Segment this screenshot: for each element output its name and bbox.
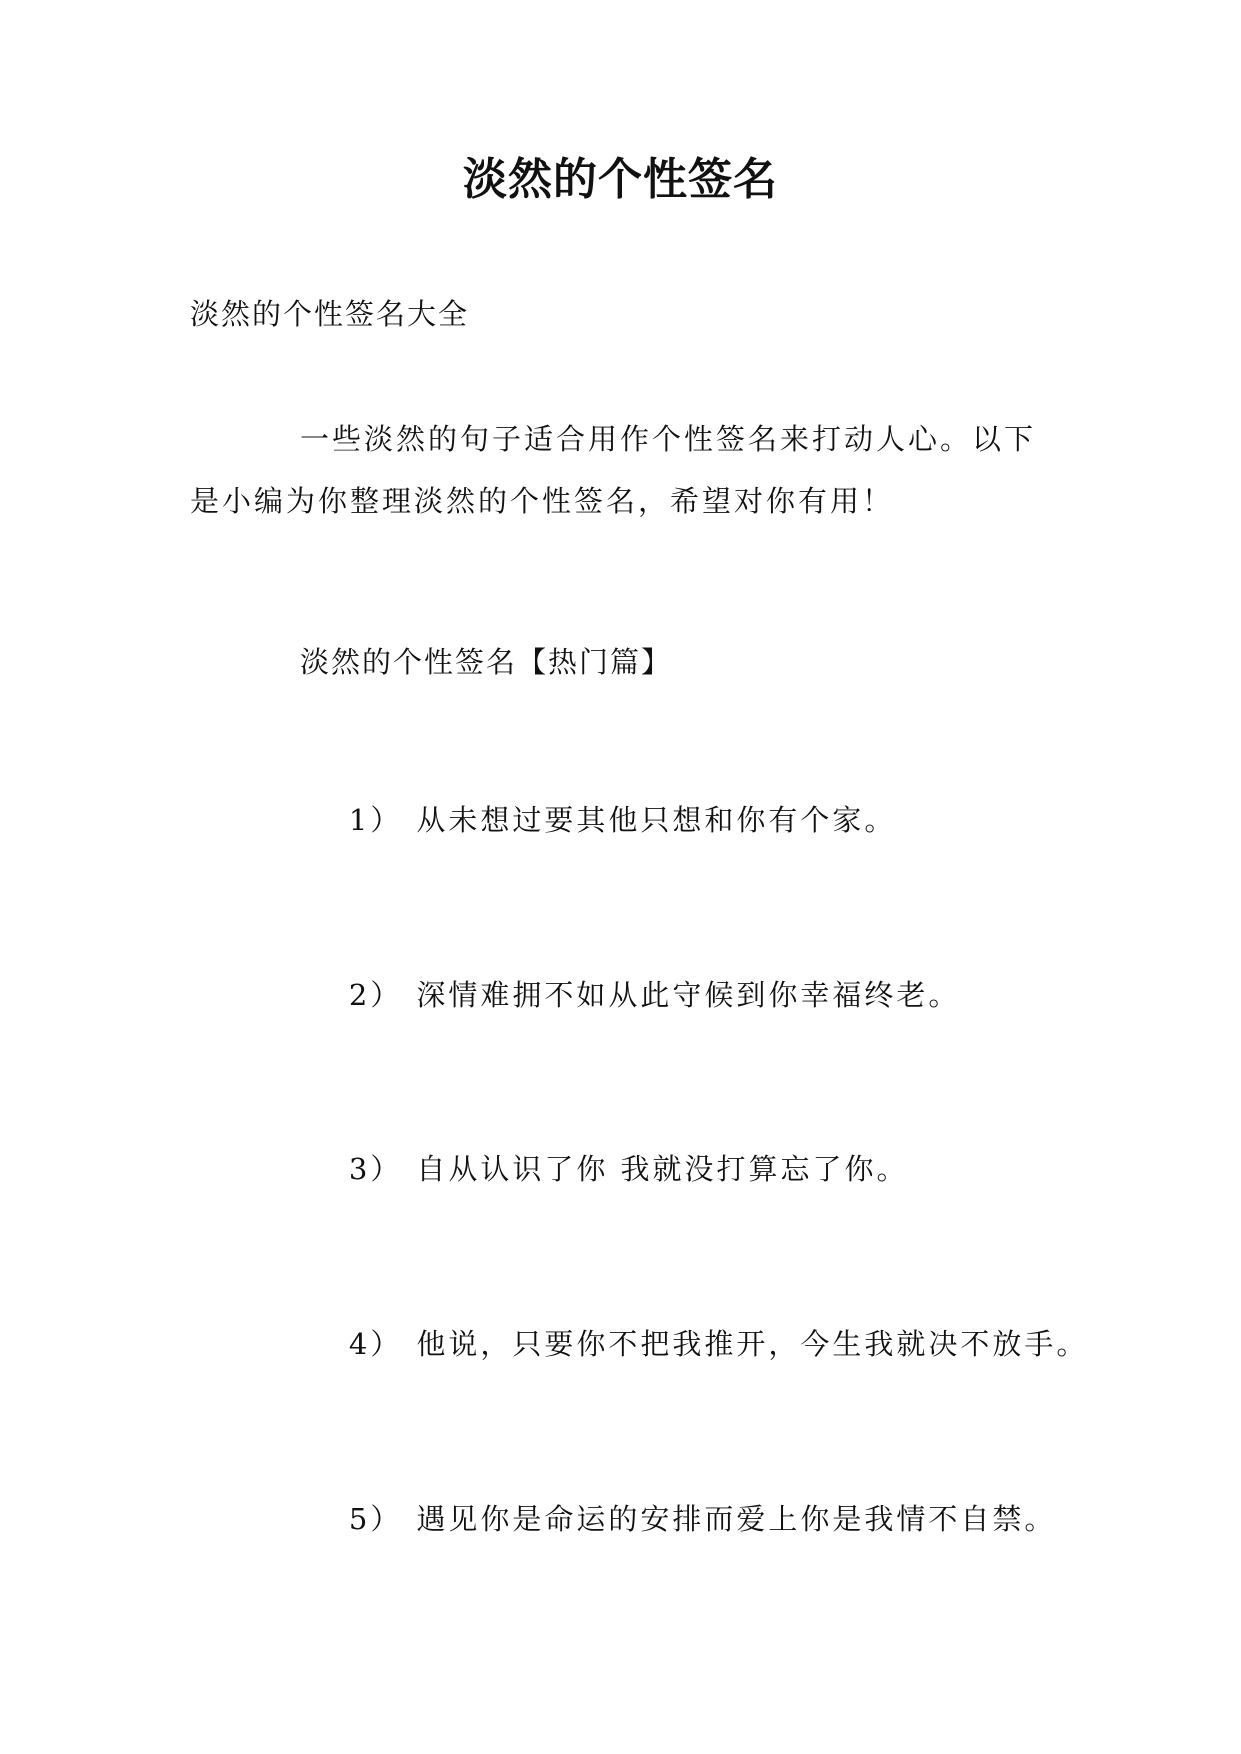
list-item [300,1459,1056,1579]
list-item-text: 从未想过要其他只想和你有个家。 [416,803,897,837]
list-item-text: 他说，只要你不把我推开，今生我就决不放手。 [416,1327,1089,1361]
list-item-number: 4） [348,1327,403,1361]
list-item-number: 5） [348,1502,403,1536]
list-item-text: 遇见你是命运的安排而爱上你是我情不自禁。 [416,1502,1057,1536]
section-heading: 淡然的个性签名【热门篇】 [300,645,673,679]
list-item-text: 深情难拥不如从此守候到你幸福终老。 [416,978,961,1012]
list-item-text: 自从认识了你 我就没打算忘了你。 [416,1152,909,1186]
list-item-number: 2） [348,978,403,1012]
list-item-number: 1） [348,803,403,837]
list-item [300,1284,1088,1404]
document-title: 淡然的个性签名 [463,154,778,205]
intro-paragraph: 一些淡然的句子适合用作个性签名来打动人心。以下是小编为你整理淡然的个性签名，希望对你有用！ [190,422,1037,518]
list-item-number: 3） [348,1152,403,1186]
list-item [300,935,960,1055]
list-item [300,760,896,880]
list-item [300,1109,909,1229]
document-subtitle: 淡然的个性签名大全 [190,297,470,331]
